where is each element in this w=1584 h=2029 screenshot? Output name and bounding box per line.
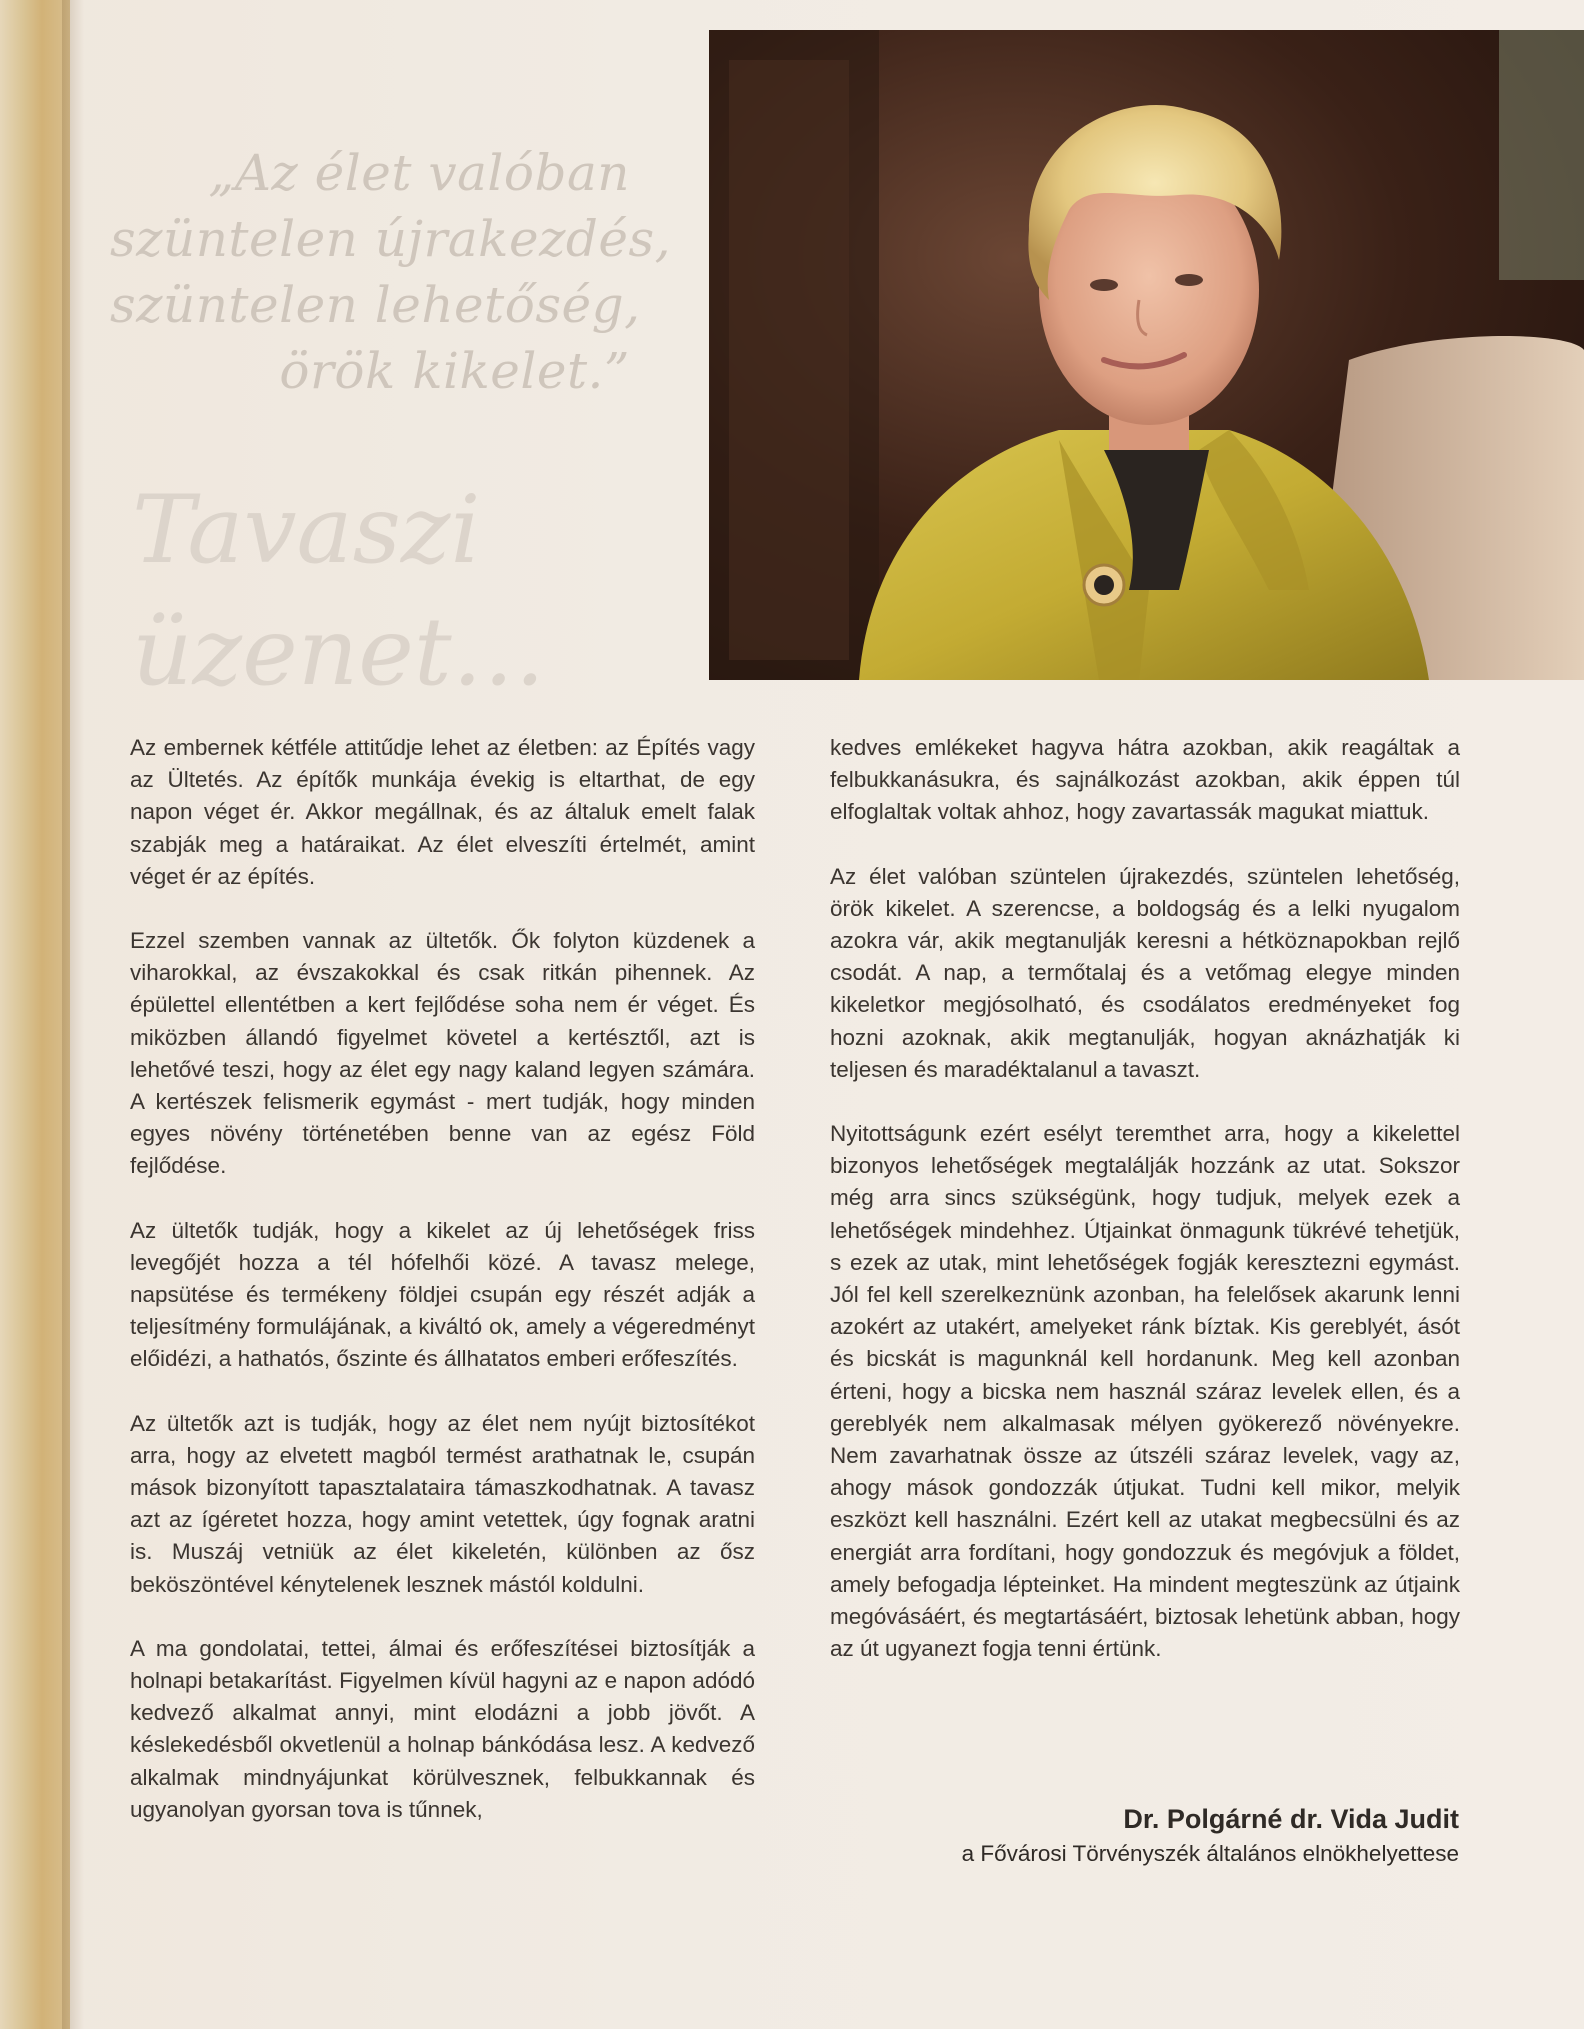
paragraph: A ma gondolatai, tettei, álmai és erőfeszítései biztosítják a holnapi betakarítást. Figyelmen kívül hagyni az e napon adódó kedvező alkalmat annyi, mint elodázni a jobb jövőt. A késlekedésből okvetlenül a holnap bánkódása lesz. A kedvező alkalmak mindnyájunkat körülvesznek, felbukkannak és ugyanolyan gyorsan tova is tűnnek, — [130, 1635, 755, 1822]
author-signature — [962, 1800, 1459, 1870]
paragraph: Az ültetők tudják, hogy a kikelet az új lehetőségek friss levegőjét hozza a tél hófelhői közé. A tavasz melege, napsütése és termékeny földjei csupán egy részét adják a teljesítmény formulájának, a kiváltó ok, amely a végeredményt előidézi, a hathatós, őszinte és állhatatos emberi erőfeszítés. — [130, 1217, 755, 1372]
paragraph: Az embernek kétféle attitűdje lehet az életben: az Építés vagy az Ültetés. Az építők munkája évekig is eltarthat, de egy napon véget ér. Akkor megállnak, és az általuk emelt falak szabják meg a határaikat. Az élet elveszíti értelmét, amint véget ér az építés. — [130, 735, 755, 889]
author-name: Dr. Polgárné dr. Vida Judit — [1123, 1804, 1459, 1834]
paragraph: Az ültetők azt is tudják, hogy az élet nem nyújt biztosítékot arra, hogy az elvetett magból termést arathatnak le, csupán mások bizonyított tapasztalataira támaszkodhatnak. A tavasz azt az ígéretet hozza, hogy amint vetettek, úgy fognak aratni is. Muszáj vetniük az élet kikeletén, különben az ősz beköszöntével kénytelenek lesznek mástól koldulni. — [130, 1410, 755, 1597]
paragraph: Nyitottságunk ezért esélyt teremthet arra, hogy a kikelettel bizonyos lehetőségek megtalálják hozzánk az utat. Sokszor még arra sincs szükségünk, hogy tudjuk, melyek ezek a lehetőségek mindehhez. Útjainkat önmagunk tükrévé tehetjük, s ezek az utak, mint lehetőségek fogják keresztezni egymást. Jól fel kell szerelkeznünk azonban, ha felelősek akarunk lenni azokért az utakért, amelyeket ránk bíztak. Kis gereblyét, ásót és bicskát is magunknál kell hordanunk. Meg kell azonban érteni, hogy a bicska nem használ száraz levelek ellen, és a gereblyék nem alkalmasak mélyen gyökerező növényekre. Nem zavarhatnak össze az útszéli száraz levelek, vagy az, ahogy mások gondozzák útjukat. Tudni kell mikor, melyik eszközt kell használni. Ezért kell az utakat megbecsülni és az energiát arra fordítani, hogy gondozzuk és megóvjuk a földet, amely befogadja lépteinket. Ha mindent megteszünk az útjaink megóvásáért, és megtartásáért, biztosak lehetünk abban, hogy az út ugyanezt fogja tenni értünk. — [830, 1121, 1460, 1662]
spine-shadow — [62, 0, 84, 2029]
pull-quote — [110, 140, 672, 404]
portrait-illustration — [709, 30, 1584, 680]
quote-line: szüntelen újrakezdés, — [110, 210, 672, 268]
paragraph: Az élet valóban szüntelen újrakezdés, szüntelen lehetőség, örök kikelet. A szerencse, a boldogság és a lelki nyugalom azokra vár, akik megtanulják keresni a hétköznapokban rejlő csodát. A nap, a termőtalaj és a vetőmag elegye minden kikeletkor megjósolható, és csodálatos eredményeket fog hozni azoknak, akik megtanulják, hogyan aknázhatják ki teljesen és maradéktalanul a tavaszt. — [830, 863, 1460, 1082]
title-line: Tavaszi — [132, 476, 481, 585]
title-line: üzenet… — [132, 598, 546, 707]
quote-line: „Az élet valóban — [208, 144, 630, 202]
quote-line: szüntelen lehetőség, — [110, 276, 641, 334]
paragraph: kedves emlékeket hagyva hátra azokban, akik reagáltak a felbukkanásukra, és sajnálkozást azokban, akik éppen túl elfoglaltak voltak ahhoz, hogy zavartassák magukat miattuk. — [830, 735, 1460, 825]
portrait-photo — [709, 30, 1584, 680]
paragraph: Ezzel szemben vannak az ültetők. Ők folyton küzdenek a viharokkal, az évszakokkal és csak ritkán pihennek. Az épülettel ellentétben a kert fejlődése soha nem ér véget. És miközben állandó figyelmet követel a kertésztől, azt is lehetővé teszi, hogy az élet egy nagy kaland legyen számára. A kertészek felismerik egymást - mert tudják, hogy minden egyes növény történetében benne van az egész Föld fejlődése. — [130, 928, 755, 1179]
article-column-right — [830, 732, 1460, 1697]
article-column-left — [130, 732, 755, 1858]
quote-line: örök kikelet.” — [279, 342, 630, 400]
author-title: a Fővárosi Törvényszék általános elnökhelyettese — [961, 1841, 1459, 1866]
article-title — [132, 470, 652, 714]
page-spine — [0, 0, 70, 2029]
